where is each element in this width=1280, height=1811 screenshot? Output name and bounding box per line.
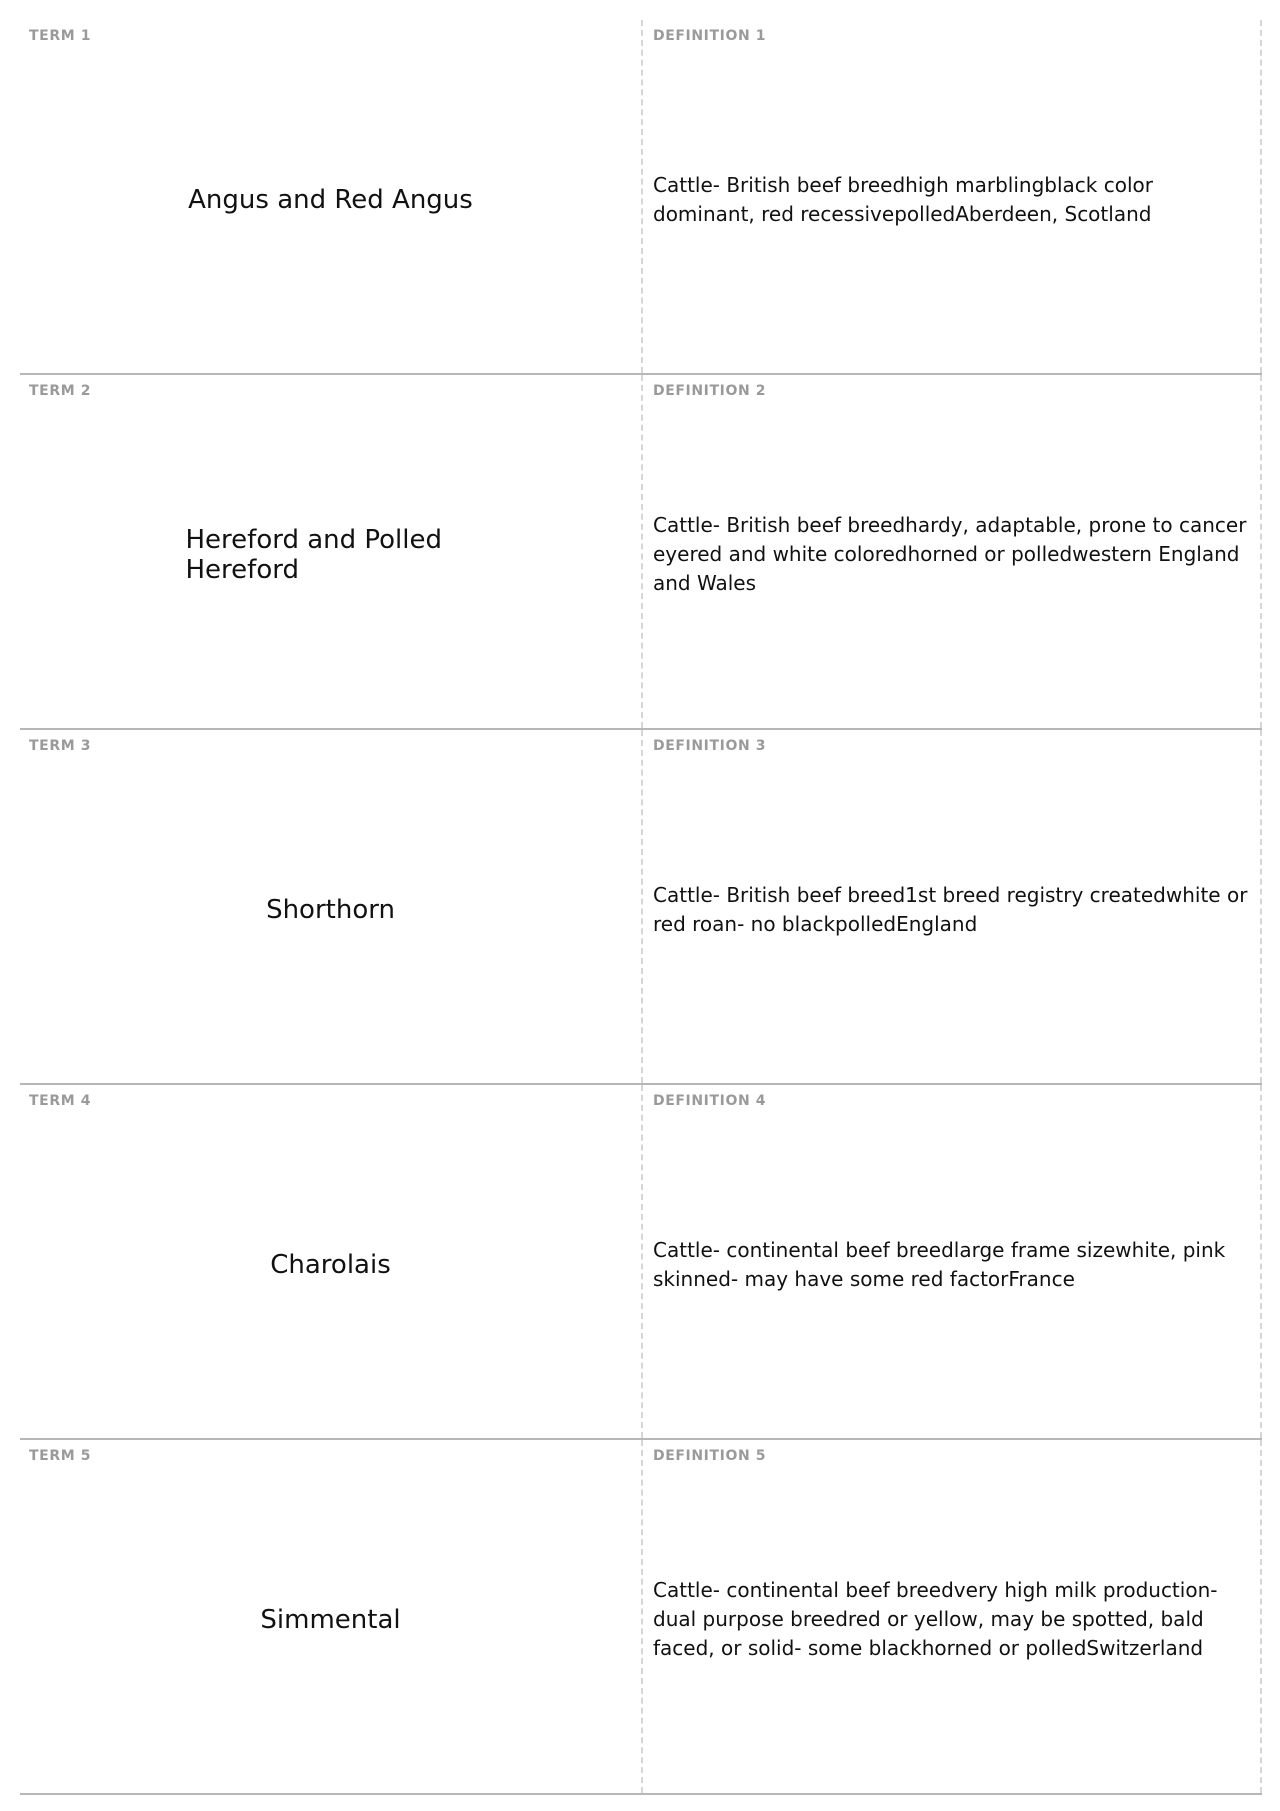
term-cell	[20, 730, 641, 1083]
definition-text: Cattle- British beef breed1st breed registry createdwhite or red roan- no blackpolledEngland	[653, 882, 1248, 936]
definition-label: DEFINITION 5	[653, 1448, 767, 1464]
term-text-wrapper	[20, 20, 641, 373]
term-label: TERM 3	[29, 738, 92, 754]
definition-text: Cattle- British beef breedhardy, adaptable, prone to cancer eyered and white coloredhorned or polledwestern England and Wales	[653, 513, 1247, 595]
definition-cell	[641, 375, 1262, 728]
term-text-wrapper	[20, 1085, 641, 1438]
flashcard-row-3	[20, 730, 1262, 1085]
definition-cell	[641, 1440, 1262, 1793]
definition-cell	[641, 1085, 1262, 1438]
term-label: TERM 4	[29, 1093, 92, 1109]
flashcard-row-1	[20, 20, 1262, 375]
definition-text: Cattle- continental beef breedvery high milk production- dual purpose breedred or yellow, may be spotted, bald faced, or solid- some blackhorned or polledSwitzerland	[653, 1578, 1218, 1660]
flashcard-row-5	[20, 1440, 1262, 1795]
definition-cell	[641, 730, 1262, 1083]
flashcard-row-2	[20, 375, 1262, 730]
term-label: TERM 5	[29, 1448, 92, 1464]
term-text: Simmental	[260, 1604, 401, 1635]
term-cell	[20, 375, 641, 728]
definition-text: Cattle- British beef breedhigh marblingblack color dominant, red recessivepolledAberdeen, Scotland	[653, 172, 1153, 226]
term-label: TERM 1	[29, 28, 92, 44]
definition-text: Cattle- continental beef breedlarge frame sizewhite, pink skinned- may have some red factorFrance	[653, 1237, 1226, 1291]
term-text: Charolais	[270, 1249, 391, 1280]
term-text-wrapper	[20, 375, 641, 728]
term-text-wrapper	[20, 1440, 641, 1793]
term-cell	[20, 20, 641, 373]
term-cell	[20, 1440, 641, 1793]
term-cell	[20, 1085, 641, 1438]
definition-label: DEFINITION 1	[653, 28, 767, 44]
term-text-wrapper	[20, 730, 641, 1083]
definition-cell	[641, 20, 1262, 373]
term-text: Shorthorn	[266, 894, 395, 925]
flashcard-row-4	[20, 1085, 1262, 1440]
term-label: TERM 2	[29, 383, 92, 399]
term-text: Hereford and Polled Hereford	[185, 524, 443, 585]
definition-label: DEFINITION 4	[653, 1093, 767, 1109]
term-text: Angus and Red Angus	[188, 184, 473, 215]
definition-label: DEFINITION 3	[653, 738, 767, 754]
definition-label: DEFINITION 2	[653, 383, 767, 399]
flashcard-sheet	[20, 20, 1262, 1795]
